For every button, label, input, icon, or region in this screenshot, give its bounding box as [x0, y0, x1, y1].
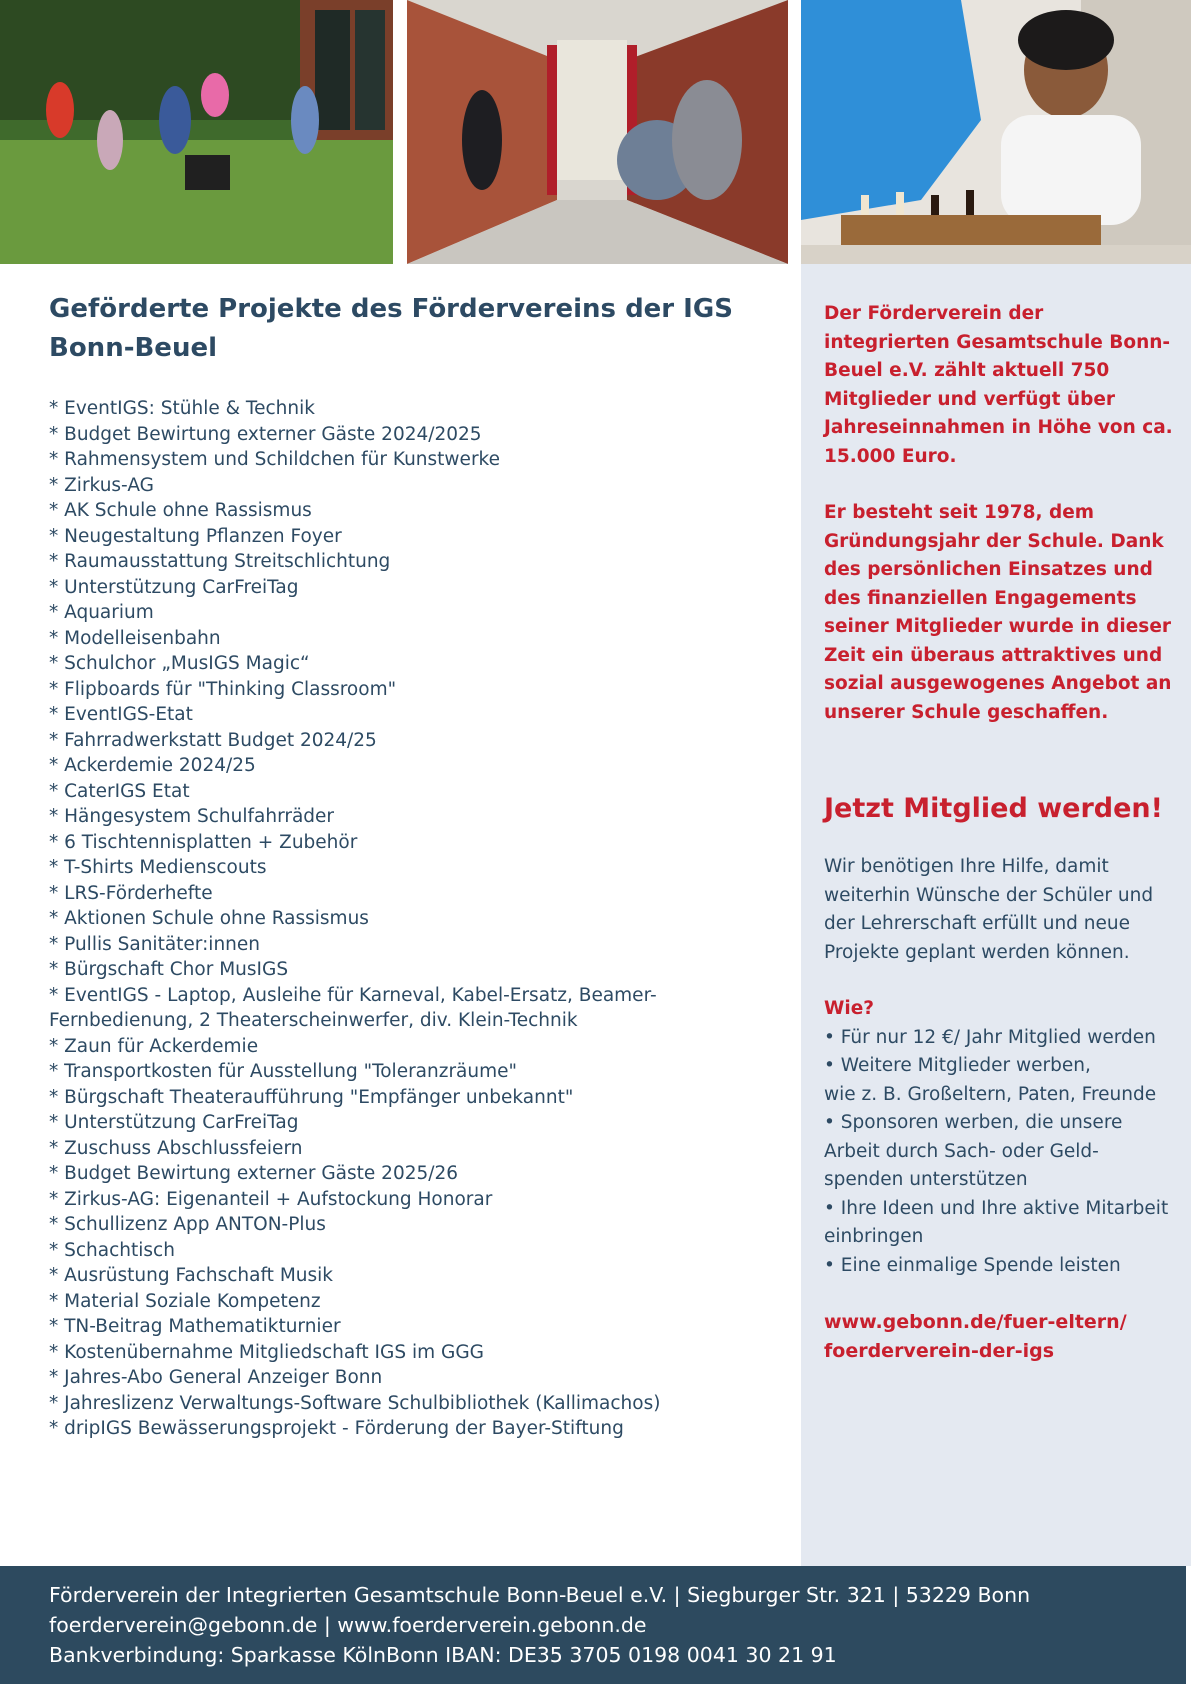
project-item: * TN-Beitrag Mathematikturnier — [49, 1316, 341, 1337]
footer-bank: Bankverbindung: Sparkasse KölnBonn IBAN: DE35 3705 0198 0041 30 21 91 — [49, 1643, 837, 1667]
association-intro: Der Förderverein der integrierten Gesamtschule Bonn-Beuel e.V. zählt aktuell 750 Mitglieder und verfügt über Jahreseinnahmen in Höhe von ca. 15.000 Euro. — [824, 303, 1173, 467]
project-item: * Transportkosten für Ausstellung "Toleranzräume" — [49, 1061, 518, 1082]
school-hallway-photo — [407, 0, 788, 264]
garden-work-photo — [0, 0, 393, 264]
project-item: * Unterstützung CarFreiTag — [49, 1112, 299, 1133]
project-item: * Neugestaltung Pflanzen Foyer — [49, 525, 342, 547]
project-item: * Bürgschaft Theateraufführung "Empfänger unbekannt" — [49, 1086, 574, 1108]
project-item: * Bürgschaft Chor MusIGS — [49, 959, 289, 980]
how-item: • Eine einmalige Spende leisten — [824, 1254, 1121, 1276]
how-list — [824, 1024, 1174, 1281]
project-item: * dripIGS Bewässerungsprojekt - Förderung der Bayer-Stiftung — [49, 1418, 624, 1439]
project-item: * Unterstützung CarFreiTag — [49, 576, 299, 598]
how-heading: Wie? — [824, 998, 875, 1019]
project-item: * AK Schule ohne Rassismus — [49, 500, 312, 521]
project-item: * Zuschuss Abschlussfeiern — [49, 1137, 303, 1159]
project-item: * T-Shirts Medienscouts — [49, 857, 267, 878]
association-history: Er besteht seit 1978, dem Gründungsjahr der Schule. Dank des persönlichen Einsatzes und des finanziellen Engagements seiner Mitglieder wurde in dieser Zeit ein überaus attraktives und sozial ausgewogenes Angebot an unserer Schule geschaffen. — [824, 502, 1172, 723]
garden-photo-illustration — [0, 0, 393, 264]
project-item: * Jahreslizenz Verwaltungs-Software Schulbibliothek (Kallimachos) — [49, 1392, 661, 1414]
main-content — [49, 290, 769, 1442]
project-item: * Aquarium — [49, 602, 154, 623]
how-item: • Sponsoren werben, die unsere Arbeit durch Sach- oder Geld-spenden unterstützen — [824, 1112, 1123, 1190]
project-item: * Budget Bewirtung externer Gäste 2025/26 — [49, 1163, 459, 1184]
project-item: * CaterIGS Etat — [49, 780, 190, 802]
page-title: Geförderte Projekte des Fördervereins der IGS Bonn-Beuel — [49, 294, 733, 363]
website-link[interactable]: www.gebonn.de/fuer-eltern/ foerderverein-der-igs — [824, 1311, 1127, 1362]
project-item: * Kostenübernahme Mitgliedschaft IGS im GGG — [49, 1341, 485, 1363]
chess-player-photo — [801, 0, 1191, 264]
project-item: * Zaun für Ackerdemie — [49, 1035, 259, 1057]
how-item: • Weitere Mitglieder werben, wie z. B. Großeltern, Paten, Freunde — [824, 1055, 1157, 1105]
project-item: * Flipboards für "Thinking Classroom" — [49, 678, 397, 700]
how-item: • Ihre Ideen und Ihre aktive Mitarbeit einbringen — [824, 1197, 1169, 1247]
hallway-photo-illustration — [407, 0, 788, 264]
project-item: * Raumausstattung Streitschlichtung — [49, 551, 391, 572]
membership-heading: Jetzt Mitglied werden! — [824, 793, 1163, 824]
footer-contact[interactable]: foerderverein@gebonn.de | www.foerderverein.gebonn.de — [49, 1613, 647, 1637]
project-item: * Modelleisenbahn — [49, 627, 221, 649]
project-item: * Schachtisch — [49, 1239, 175, 1261]
footer — [0, 1566, 1186, 1684]
project-item: * Budget Bewirtung externer Gäste 2024/2025 — [49, 423, 482, 445]
how-item: • Für nur 12 €/ Jahr Mitglied werden — [824, 1026, 1156, 1048]
project-item: * Zirkus-AG — [49, 474, 154, 496]
project-item: * Schullizenz App ANTON-Plus — [49, 1214, 326, 1235]
project-item: * Ausrüstung Fachschaft Musik — [49, 1265, 333, 1286]
project-item: * Rahmensystem und Schildchen für Kunstwerke — [49, 449, 500, 470]
membership-text: Wir benötigen Ihre Hilfe, damit weiterhin Wünsche der Schüler und der Lehrerschaft erfüllt und neue Projekte geplant werden können. — [824, 856, 1154, 963]
project-item: * Ackerdemie 2024/25 — [49, 755, 256, 776]
project-item: * Fahrradwerkstatt Budget 2024/25 — [49, 729, 377, 751]
project-item: * Hängesystem Schulfahrräder — [49, 806, 335, 827]
project-item: * Schulchor „MusIGS Magic“ — [49, 653, 310, 674]
project-item: * Aktionen Schule ohne Rassismus — [49, 908, 369, 929]
project-item: * Zirkus-AG: Eigenanteil + Aufstockung Honorar — [49, 1188, 493, 1210]
project-item: * EventIGS: Stühle & Technik — [49, 398, 315, 419]
project-item: * EventIGS - Laptop, Ausleihe für Karneval, Kabel-Ersatz, Beamer-Fernbedienung, 2 Theaterscheinwerfer, div. Klein-Technik — [49, 984, 657, 1031]
project-item: * LRS-Förderhefte — [49, 882, 213, 904]
project-item: * Pullis Sanitäter:innen — [49, 933, 261, 955]
project-item: * EventIGS-Etat — [49, 704, 193, 725]
footer-address: Förderverein der Integrierten Gesamtschule Bonn-Beuel e.V. | Siegburger Str. 321 | 53229 Bonn — [49, 1583, 1031, 1607]
sidebar-content — [824, 300, 1174, 1366]
project-item: * Jahres-Abo General Anzeiger Bonn — [49, 1367, 383, 1388]
chess-photo-illustration — [801, 0, 1191, 264]
project-item: * 6 Tischtennisplatten + Zubehör — [49, 831, 358, 853]
project-list — [49, 396, 769, 1442]
project-item: * Material Soziale Kompetenz — [49, 1290, 321, 1312]
